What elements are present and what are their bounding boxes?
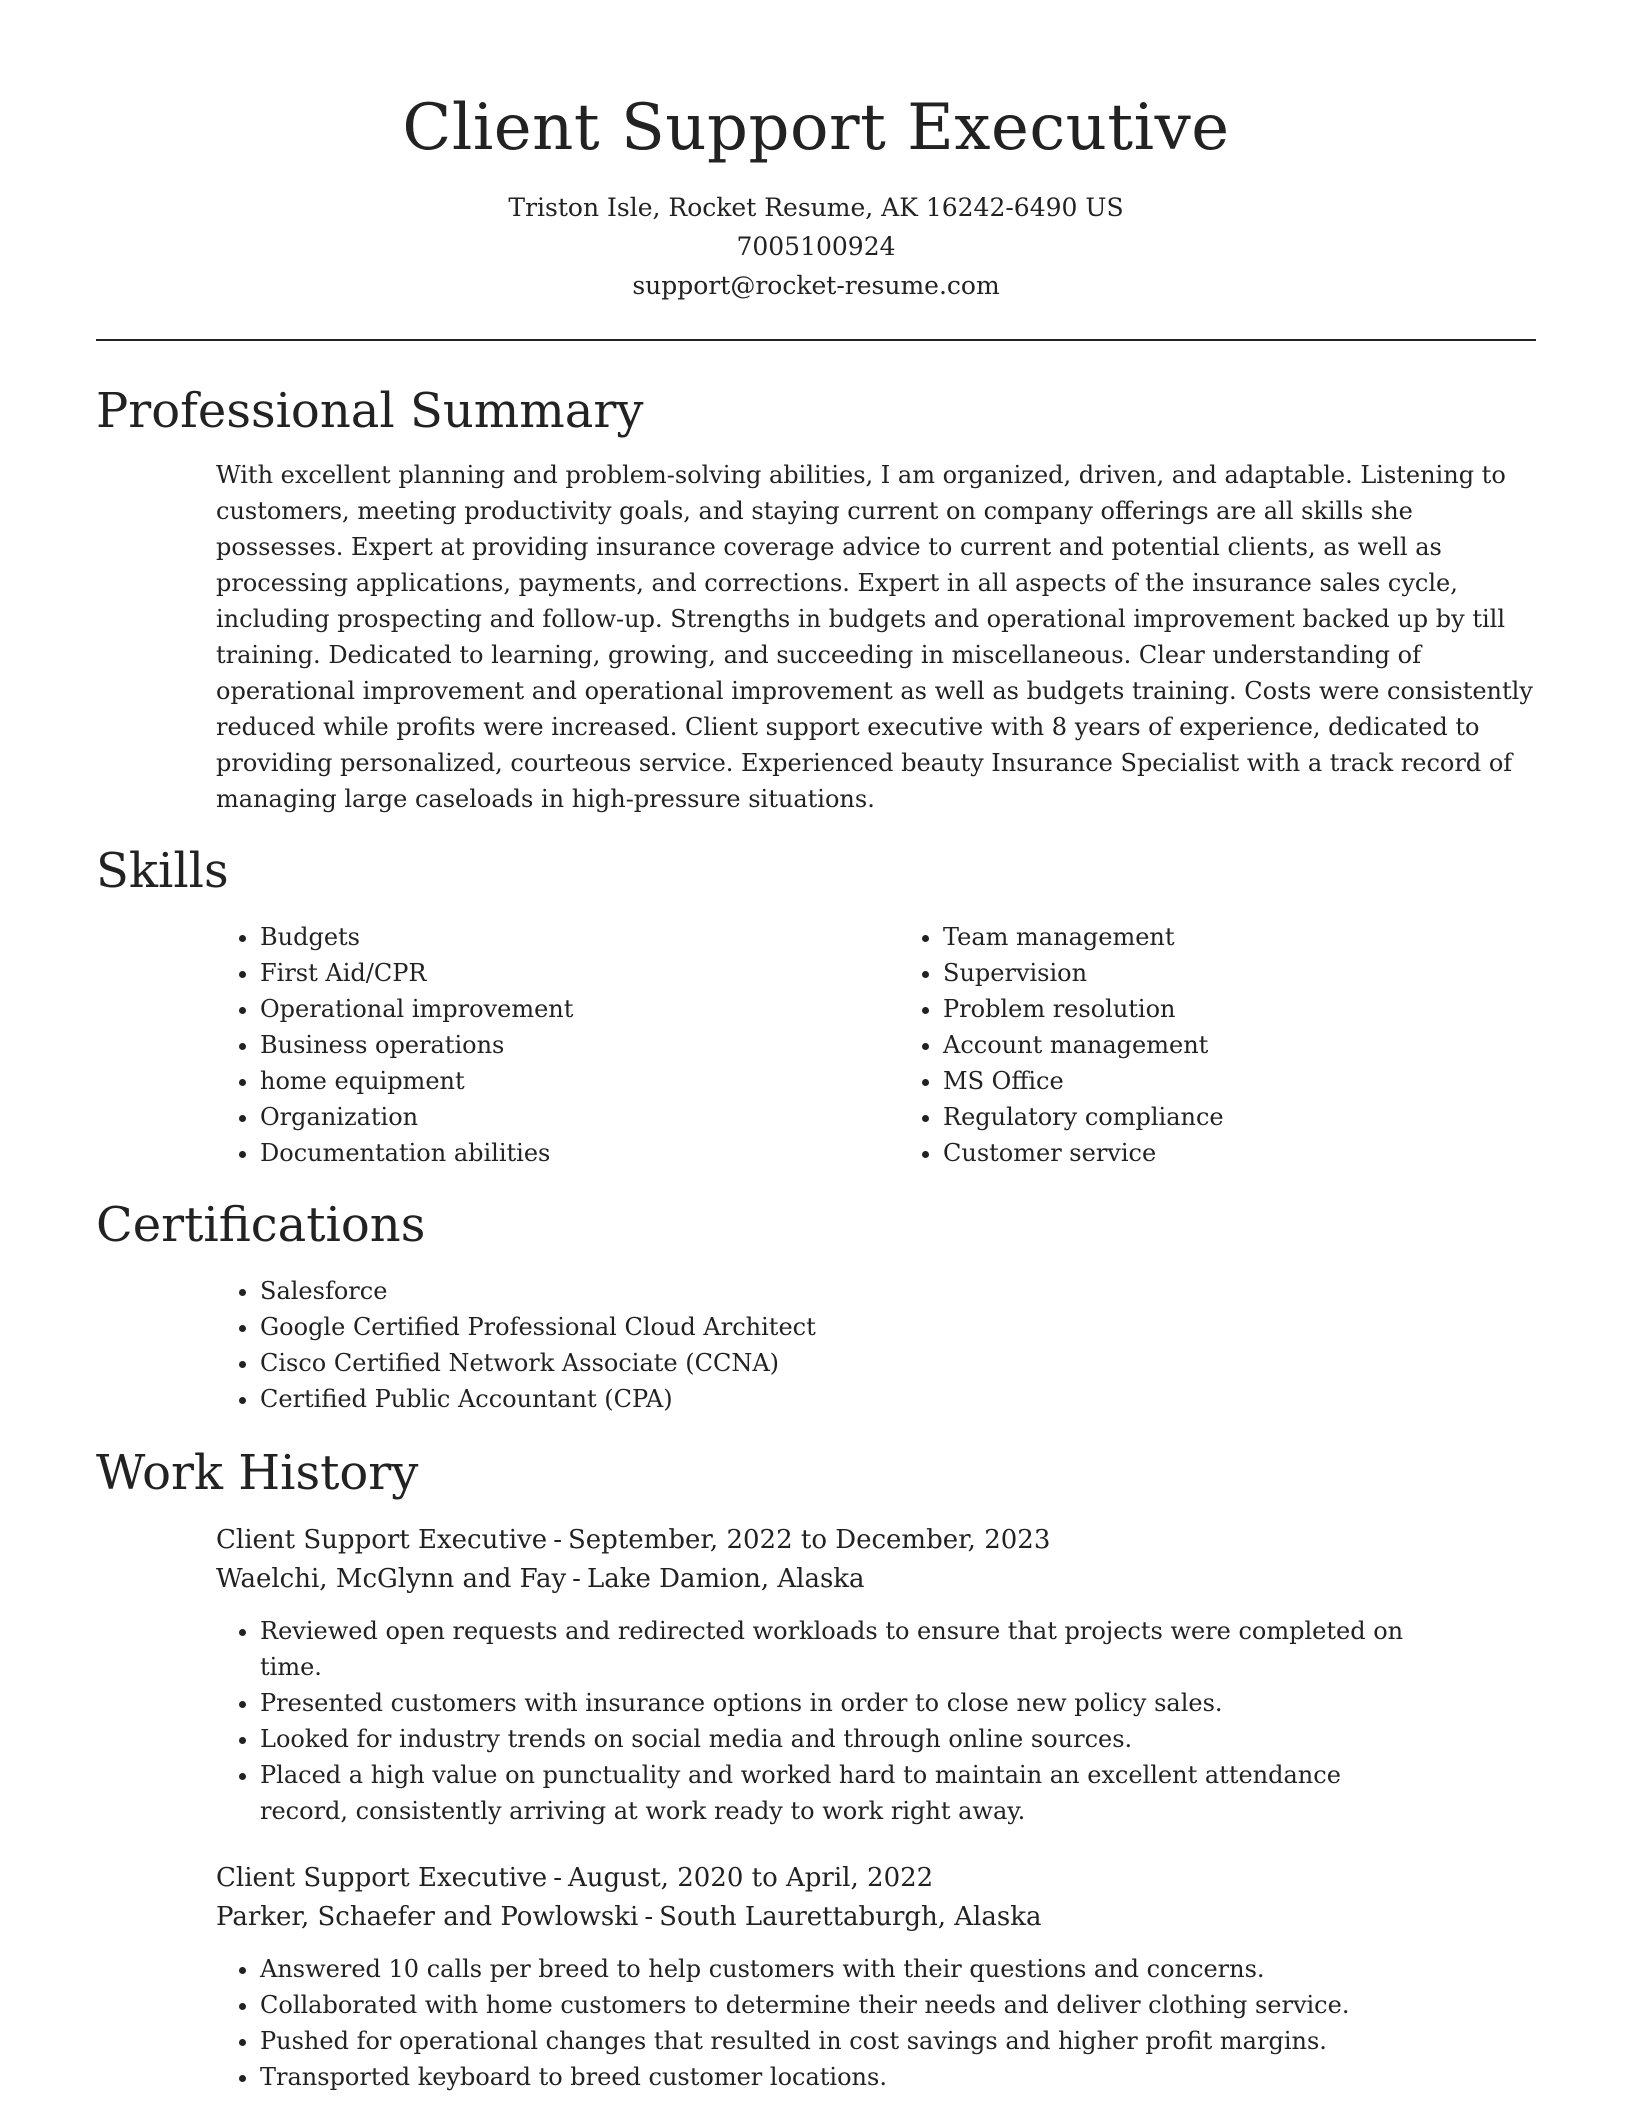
skill-item: • Customer service <box>943 1135 1536 1171</box>
job-company-line <box>216 1898 1536 1937</box>
job-entry <box>96 1521 1536 1829</box>
certification-item: • Salesforce <box>260 1273 1460 1309</box>
job-bullet: • Presented customers with insurance options in order to close new policy sales. <box>260 1685 1420 1721</box>
contact-address: Triston Isle, Rocket Resume, AK 16242-6490 US <box>508 193 1124 222</box>
skill-item: • Organization <box>260 1099 853 1135</box>
job-role: Client Support Executive <box>216 1525 548 1555</box>
job-location: South Laurettaburgh, Alaska <box>659 1902 1042 1932</box>
summary-text: With excellent planning and problem-solving abilities, I am organized, driven, and adaptable. Listening to customers, meeting productivity goals, and staying current on company offerings are all skills she possesses. Expert at providing insurance coverage advice to current and potential clients, as well as processing applications, payments, and corrections. Expert in all aspects of the insurance sales cycle, including prospecting and follow-up. Strengths in budgets and operational improvement backed up by till training. Dedicated to learning, growing, and succeeding in miscellaneous. Clear understanding of operational improvement and operational improvement as well as budgets training. Costs were consistently reduced while profits were increased. Client support executive with 8 years of experience, dedicated to providing personalized, courteous service. Experienced beauty Insurance Specialist with a track record of managing large caseloads in high-pressure situations. <box>216 461 1533 813</box>
job-bullet: • Looked for industry trends on social media and through online sources. <box>260 1721 1420 1757</box>
job-bullet: • Transported keyboard to breed customer locations. <box>260 2059 1420 2095</box>
job-company: Waelchi, McGlynn and Fay <box>216 1564 567 1594</box>
certification-item: • Google Certified Professional Cloud Architect <box>260 1309 1460 1345</box>
contact-phone: 7005100924 <box>736 232 896 261</box>
resume-page <box>96 0 1536 2095</box>
job-bullets <box>216 1951 1420 2095</box>
separator: - <box>644 1902 654 1932</box>
skill-item: • Problem resolution <box>943 991 1536 1027</box>
contact-block <box>96 188 1536 305</box>
job-company: Parker, Schaefer and Powlowski <box>216 1902 639 1932</box>
job-bullet: • Pushed for operational changes that resulted in cost savings and higher profit margins. <box>260 2023 1420 2059</box>
skill-item: • Regulatory compliance <box>943 1099 1536 1135</box>
work-history-heading: Work History <box>96 1445 419 1501</box>
job-title-line <box>216 1521 1536 1560</box>
certifications-list <box>216 1273 1460 1417</box>
certification-item: • Cisco Certified Network Associate (CCNA) <box>260 1345 1460 1381</box>
job-bullet: • Answered 10 calls per breed to help customers with their questions and concerns. <box>260 1951 1420 1987</box>
job-bullets <box>216 1613 1420 1829</box>
skill-item: • home equipment <box>260 1063 853 1099</box>
skill-item: • Account management <box>943 1027 1536 1063</box>
skills-heading: Skills <box>96 843 229 899</box>
job-entry <box>96 1859 1536 2095</box>
certifications-heading: Certifications <box>96 1197 426 1253</box>
skill-item: • MS Office <box>943 1063 1536 1099</box>
skill-item: • Budgets <box>260 919 853 955</box>
skills-list-left <box>216 919 853 1171</box>
separator: - <box>553 1525 562 1555</box>
resume-name: Client Support Executive <box>402 91 1230 165</box>
job-dates: August, 2020 to April, 2022 <box>567 1863 934 1893</box>
job-title-line <box>216 1859 1536 1898</box>
summary-heading: Professional Summary <box>96 383 644 439</box>
skills-columns <box>216 919 1536 1171</box>
job-company-line <box>216 1560 1536 1599</box>
skill-item: • Supervision <box>943 955 1536 991</box>
job-role: Client Support Executive <box>216 1863 548 1893</box>
separator: - <box>553 1863 562 1893</box>
skill-item: • Operational improvement <box>260 991 853 1027</box>
job-location: Lake Damion, Alaska <box>586 1564 865 1594</box>
job-bullet: • Reviewed open requests and redirected workloads to ensure that projects were completed on time. <box>260 1613 1420 1685</box>
skill-item: • First Aid/CPR <box>260 955 853 991</box>
header-divider <box>96 339 1536 341</box>
skill-item: • Business operations <box>260 1027 853 1063</box>
job-bullet: • Collaborated with home customers to determine their needs and deliver clothing service. <box>260 1987 1420 2023</box>
job-dates: September, 2022 to December, 2023 <box>567 1525 1051 1555</box>
contact-email: support@rocket-resume.com <box>632 271 1000 300</box>
skill-item: • Documentation abilities <box>260 1135 853 1171</box>
separator: - <box>572 1564 581 1594</box>
certification-item: • Certified Public Accountant (CPA) <box>260 1381 1460 1417</box>
job-bullet: • Placed a high value on punctuality and worked hard to maintain an excellent attendance record, consistently arriving at work ready to work right away. <box>260 1757 1420 1829</box>
skill-item: • Team management <box>943 919 1536 955</box>
skills-list-right <box>899 919 1536 1171</box>
